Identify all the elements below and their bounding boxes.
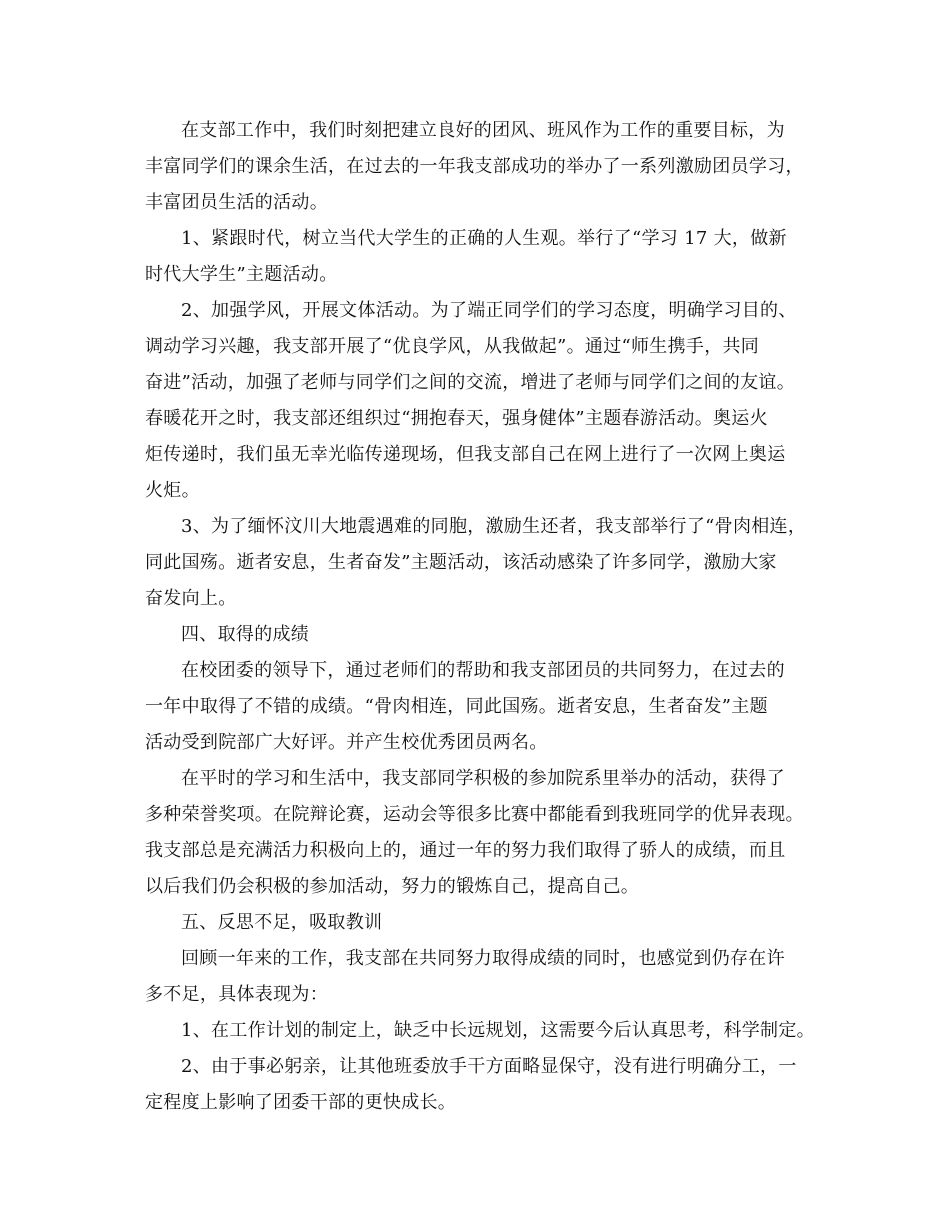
paragraph-line: 3、为了缅怀汶川大地震遇难的同胞，激励生还者，我支部举行了“骨肉相连， xyxy=(181,516,807,537)
paragraph-line: 2、由于事必躬亲，让其他班委放手干方面略显保守，没有进行明确分工，一 xyxy=(181,1056,797,1077)
paragraph-line: 以后我们仍会积极的参加活动，努力的锻炼自己，提高自己。 xyxy=(145,876,640,897)
paragraph-line: 奋发向上。 xyxy=(145,588,237,609)
paragraph-line: 多种荣誉奖项。在院辩论赛，运动会等很多比赛中都能看到我班同学的优异表现。 xyxy=(145,804,804,825)
paragraph-line: 1、紧跟时代，树立当代大学生的正确的人生观。举行了“学习 17 大，做新 xyxy=(181,228,787,249)
paragraph-line: 春暖花开之时，我支部还组织过“拥抱春天，强身健体”主题春游活动。奥运火 xyxy=(145,408,768,429)
paragraph-line: 同此国殇。逝者安息，生者奋发”主题活动，该活动感染了许多同学，激励大家 xyxy=(145,552,777,573)
paragraph-line: 2、加强学风，开展文体活动。为了端正同学们的学习态度，明确学习目的、 xyxy=(181,300,797,321)
paragraph-line: 1、在工作计划的制定上，缺乏中长远规划，这需要今后认真思考，科学制定。 xyxy=(181,1020,815,1041)
paragraph-line: 在平时的学习和生活中，我支部同学积极的参加院系里举办的活动，获得了 xyxy=(181,768,785,789)
paragraph-line: 在支部工作中，我们时刻把建立良好的团风、班风作为工作的重要目标，为 xyxy=(181,120,785,141)
paragraph-line: 时代大学生”主题活动。 xyxy=(145,264,338,285)
paragraph-line: 炬传递时，我们虽无幸光临传递现场，但我支部自己在网上进行了一次网上奥运 xyxy=(145,444,786,465)
paragraph-line: 回顾一年来的工作，我支部在共同努力取得成绩的同时，也感觉到仍存在许 xyxy=(181,948,785,969)
paragraph-line: 一年中取得了不错的成绩。“骨肉相连，同此国殇。逝者安息，生者奋发”主题 xyxy=(145,696,768,717)
paragraph-line: 定程度上影响了团委干部的更快成长。 xyxy=(145,1092,457,1113)
paragraph-line: 多不足，具体表现为： xyxy=(145,984,328,1005)
paragraph-line: 丰富同学们的课余生活，在过去的一年我支部成功的举办了一系列激励团员学习， xyxy=(145,156,804,177)
paragraph-line: 在校团委的领导下，通过老师们的帮助和我支部团员的共同努力，在过去的 xyxy=(181,660,785,681)
paragraph-line: 奋进”活动，加强了老师与同学们之间的交流，增进了老师与同学们之间的友谊。 xyxy=(145,372,795,393)
paragraph-line: 丰富团员生活的活动。 xyxy=(145,192,328,213)
paragraph-line: 调动学习兴趣，我支部开展了“优良学风，从我做起”。通过“师生携手，共同 xyxy=(145,336,760,357)
paragraph-line: 活动受到院部广大好评。并产生校优秀团员两名。 xyxy=(145,732,548,753)
paragraph-line: 我支部总是充满活力积极向上的，通过一年的努力我们取得了骄人的成绩，而且 xyxy=(145,840,786,861)
section-heading: 四、取得的成绩 xyxy=(181,624,310,645)
paragraph-line: 火炬。 xyxy=(145,480,200,501)
section-heading: 五、反思不足，吸取教训 xyxy=(181,912,383,933)
